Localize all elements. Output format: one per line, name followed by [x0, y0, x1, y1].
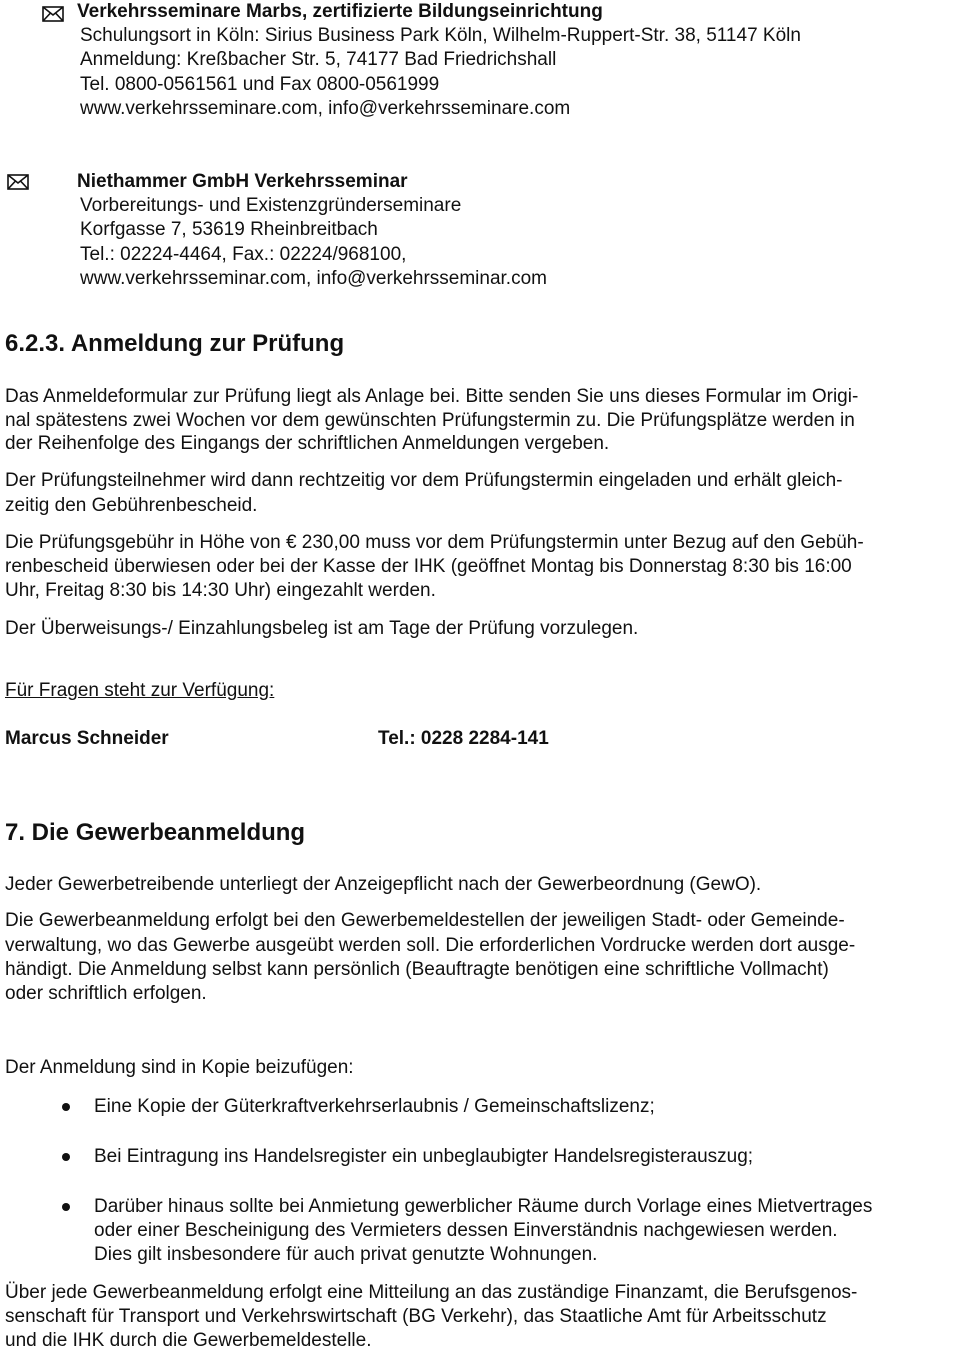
contact-phone: Tel.: 0228 2284-141 [378, 728, 549, 749]
envelope-icon [7, 174, 29, 190]
address-2-line: Tel.: 02224-4464, Fax.: 02224/968100, [80, 244, 407, 265]
section-heading: 7. Die Gewerbeanmeldung [5, 819, 306, 846]
paragraph-line: senschaft für Transport und Verkehrswirtschaft (BG Verkehr), das Staatliche Amt für Arbeitsschutz [5, 1306, 827, 1327]
paragraph-line: Jeder Gewerbetreibende unterliegt der Anzeigepflicht nach der Gewerbeordnung (GewO). [5, 874, 762, 895]
address-2-line: Korfgasse 7, 53619 Rheinbreitbach [80, 219, 378, 240]
paragraph-line: Uhr, Freitag 8:30 bis 14:30 Uhr) eingezahlt werden. [5, 580, 436, 601]
list-item: Eine Kopie der Güterkraftverkehrserlaubnis / Gemeinschaftslizenz; [94, 1096, 655, 1117]
envelope-icon [42, 6, 64, 22]
paragraph-line: Die Prüfungsgebühr in Höhe von € 230,00 muss vor dem Prüfungstermin unter Bezug auf den Gebüh- [5, 532, 864, 553]
address-2-line: Vorbereitungs- und Existenzgründerseminare [80, 195, 462, 216]
bullet-icon [62, 1153, 70, 1161]
paragraph-line: Das Anmeldeformular zur Prüfung liegt als Anlage bei. Bitte senden Sie uns dieses Formular im Origi- [5, 386, 859, 407]
address-1-line: Tel. 0800-0561561 und Fax 0800-0561999 [80, 74, 440, 95]
list-item: Dies gilt insbesondere für auch privat genutzte Wohnungen. [94, 1244, 598, 1265]
contact-name: Marcus Schneider [5, 728, 169, 749]
address-2-line: www.verkehrsseminar.com, info@verkehrsseminar.com [80, 268, 547, 289]
list-item: Darüber hinaus sollte bei Anmietung gewerblicher Räume durch Vorlage eines Mietvertrages [94, 1196, 873, 1217]
bullet-icon [62, 1203, 70, 1211]
paragraph-line: zeitig den Gebührenbescheid. [5, 495, 258, 516]
paragraph-line: händigt. Die Anmeldung selbst kann persönlich (Beauftragte benötigen eine schriftliche Vollmacht) [5, 959, 829, 980]
list-item: oder einer Bescheinigung des Vermieters dessen Einverständnis nachgewiesen werden. [94, 1220, 838, 1241]
paragraph-line: verwaltung, wo das Gewerbe ausgeübt werden soll. Die erforderlichen Vordrucke werden dort ausge- [5, 935, 856, 956]
address-1-line: Anmeldung: Kreßbacher Str. 5, 74177 Bad Friedrichshall [80, 49, 557, 70]
paragraph-line: renbescheid überwiesen oder bei der Kasse der IHK (geöffnet Montag bis Donnerstag 8:30 bis 16:00 [5, 556, 852, 577]
list-item: Bei Eintragung ins Handelsregister ein unbeglaubigter Handelsregisterauszug; [94, 1146, 754, 1167]
bullet-icon [62, 1103, 70, 1111]
address-1-name: Verkehrsseminare Marbs, zertifizierte Bildungseinrichtung [77, 1, 603, 22]
paragraph-line: oder schriftlich erfolgen. [5, 983, 207, 1004]
paragraph-line: Über jede Gewerbeanmeldung erfolgt eine Mitteilung an das zuständige Finanzamt, die Berufsgenos- [5, 1282, 858, 1303]
paragraph-line: Die Gewerbeanmeldung erfolgt bei den Gewerbemeldestellen der jeweiligen Stadt- oder Gemeinde- [5, 910, 845, 931]
paragraph-line: Der Prüfungsteilnehmer wird dann rechtzeitig vor dem Prüfungstermin eingeladen und erhält gleich- [5, 470, 843, 491]
section-heading: 6.2.3. Anmeldung zur Prüfung [5, 330, 345, 357]
address-2-name: Niethammer GmbH Verkehrsseminar [77, 171, 408, 192]
address-1-line: www.verkehrsseminare.com, info@verkehrsseminare.com [80, 98, 571, 119]
list-intro: Der Anmeldung sind in Kopie beizufügen: [5, 1057, 354, 1078]
address-1-line: Schulungsort in Köln: Sirius Business Park Köln, Wilhelm-Ruppert-Str. 38, 51147 Köln [80, 25, 801, 46]
contact-label: Für Fragen steht zur Verfügung: [5, 680, 275, 701]
paragraph-line: Der Überweisungs-/ Einzahlungsbeleg ist am Tage der Prüfung vorzulegen. [5, 618, 639, 639]
paragraph-line: der Reihenfolge des Eingangs der schriftlichen Anmeldungen vergeben. [5, 433, 610, 454]
paragraph-line: und die IHK durch die Gewerbemeldestelle. [5, 1330, 372, 1351]
paragraph-line: nal spätestens zwei Wochen vor dem gewünschten Prüfungstermin zu. Die Prüfungsplätze werden in [5, 410, 855, 431]
